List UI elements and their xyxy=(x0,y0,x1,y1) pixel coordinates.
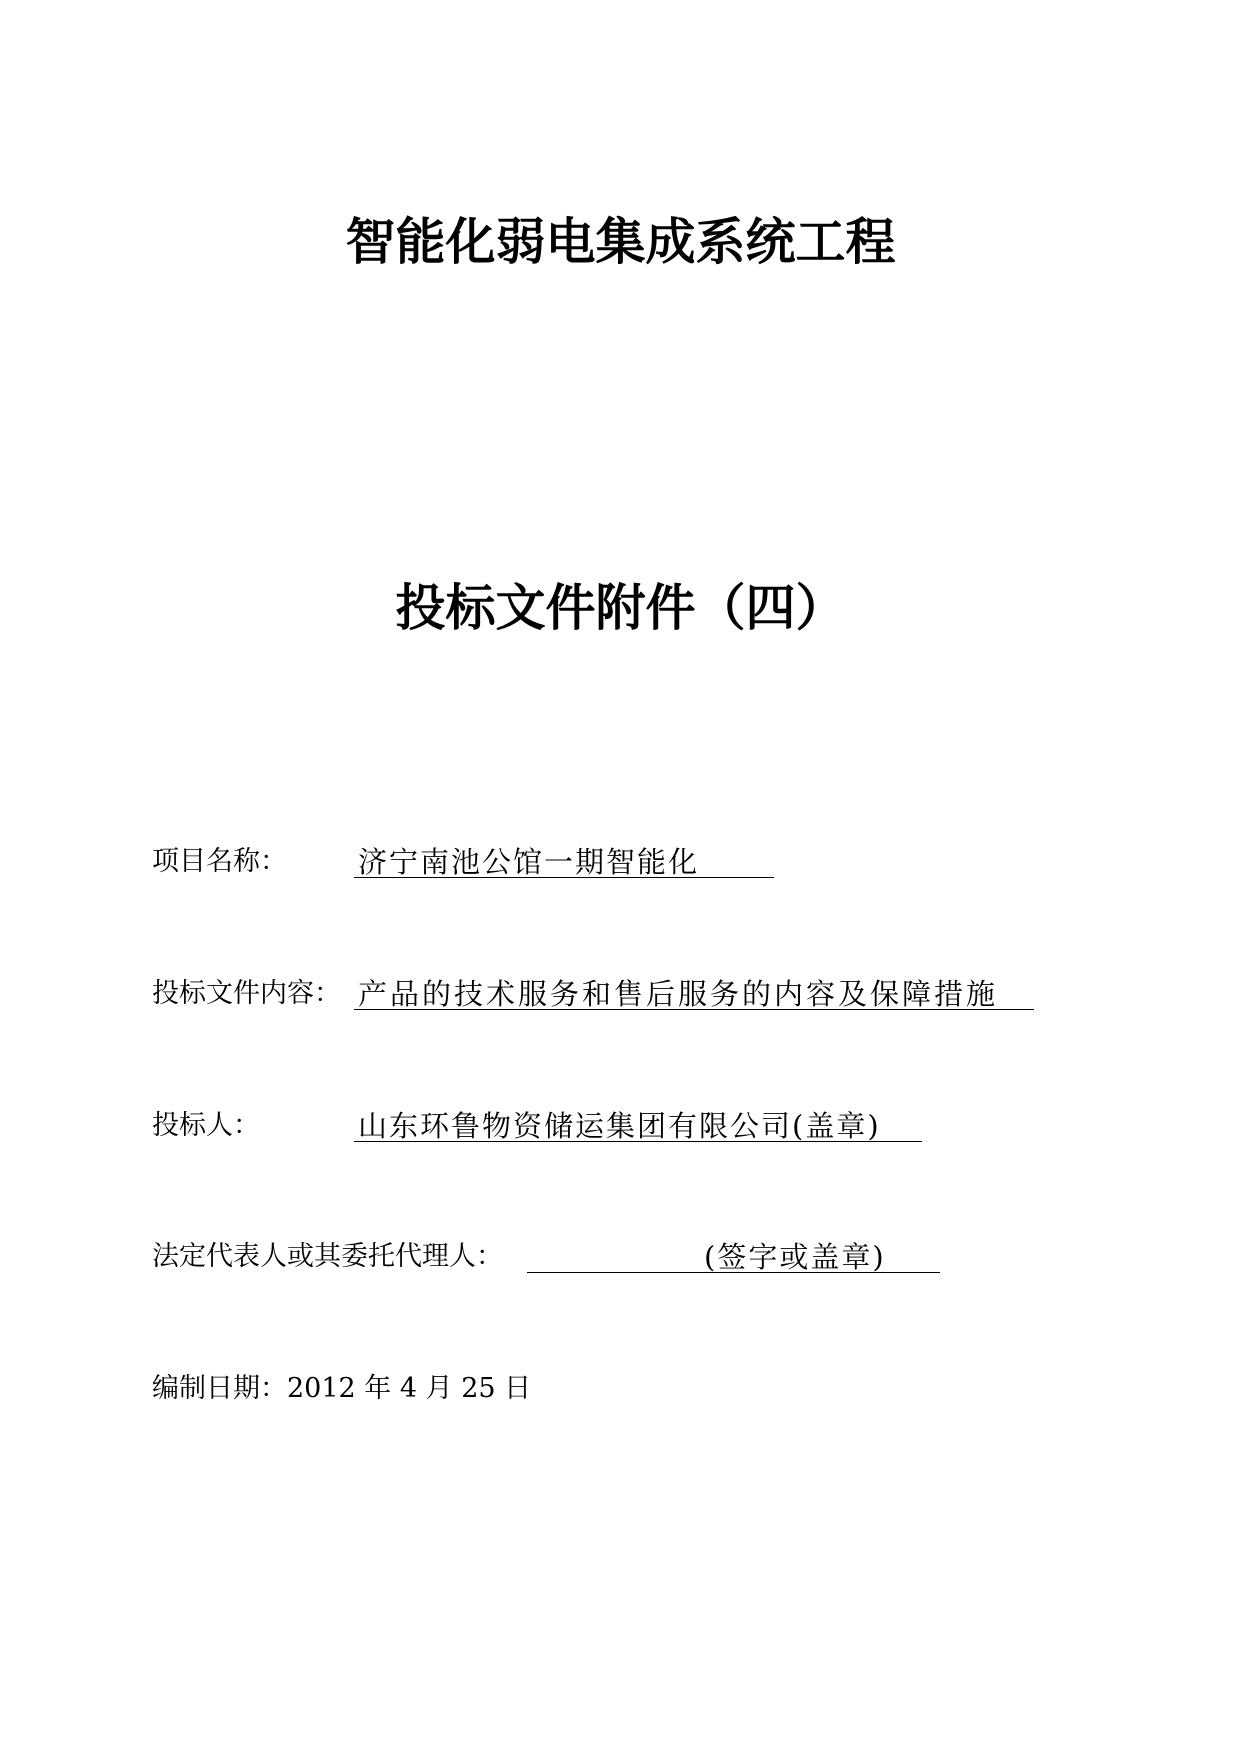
document-subtitle: 投标文件附件（四） xyxy=(395,579,846,637)
signature-note: (签字或盖章) xyxy=(704,1240,886,1274)
bid-content-value: 产品的技术服务和售后服务的内容及保障措施 xyxy=(354,974,1034,1010)
document-title: 智能化弱电集成系统工程 xyxy=(345,213,896,271)
project-name-value: 济宁南池公馆一期智能化 xyxy=(354,842,774,878)
bidder-value: 山东环鲁物资储运集团有限公司(盖章) xyxy=(354,1106,922,1142)
bidder-label: 投标人： xyxy=(152,1110,260,1141)
bid-content-label: 投标文件内容： xyxy=(152,978,341,1009)
prepared-date-text: 编制日期：2012 年 4 月 25 日 xyxy=(152,1373,532,1404)
project-name-label: 项目名称： xyxy=(152,846,287,877)
legal-representative-label: 法定代表人或其委托代理人： xyxy=(152,1241,503,1272)
